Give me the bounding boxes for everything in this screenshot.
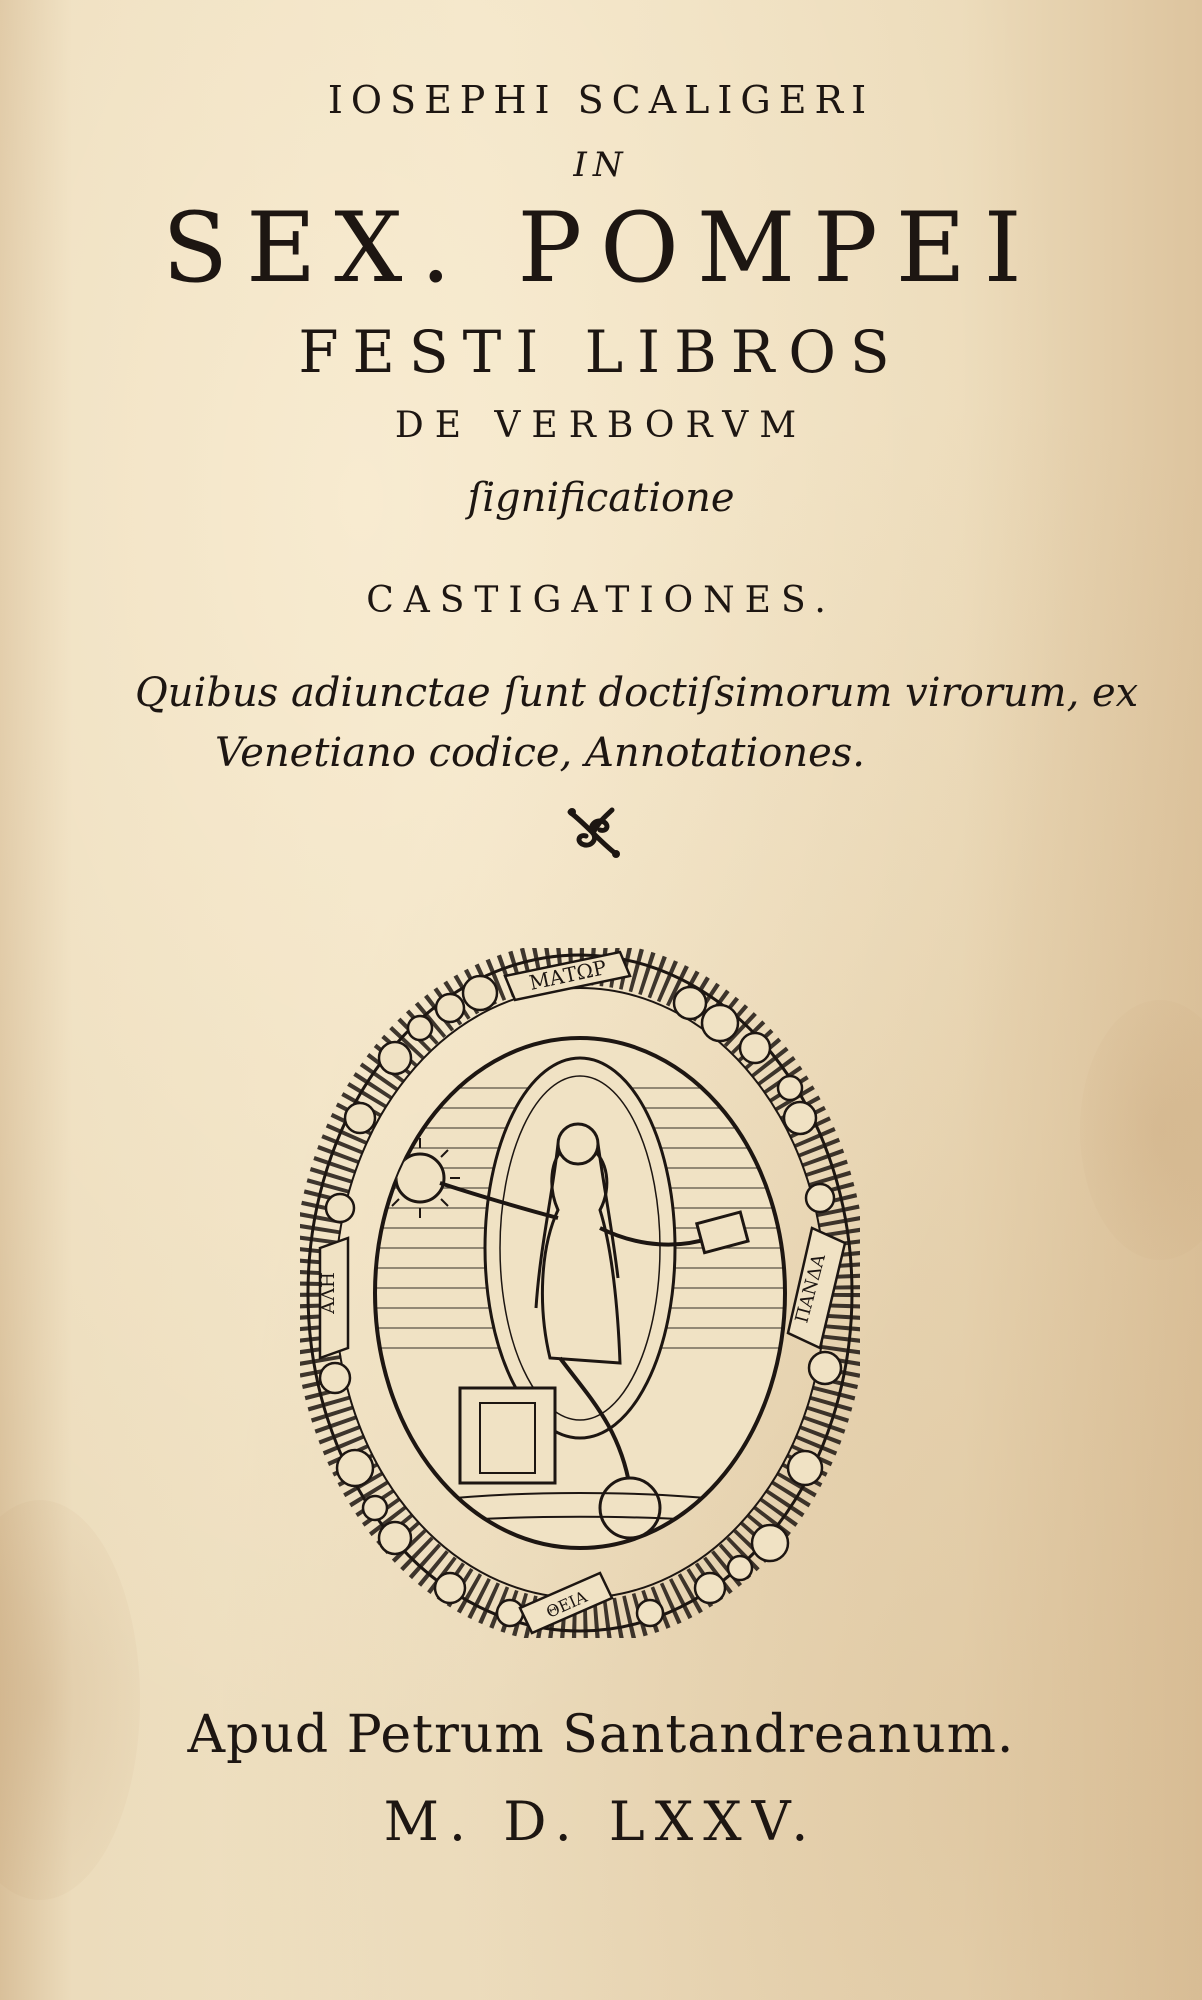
title-books: FESTI LIBROS [298,318,904,386]
printers-device-woodcut [300,948,860,1638]
title-de-verborum: DE VERBORVM [394,405,808,446]
subtitle-line-1: Quibus adiunctae ſunt doctiſsimorum virorum, ex [135,670,1139,716]
author-line: IOSEPHI SCALIGERI [327,78,875,122]
imprint-publisher: Apud Petrum Santandreanum. [187,1705,1015,1765]
scroll-left-text: ΑΛΗ [318,1272,339,1314]
scroll-top-text: ΜΑΤΩΡ [526,955,609,995]
scroll-bottom-text: ΘΕΙΑ [543,1587,590,1622]
subtitle-line-2: Venetiano codice, Annotationes. [215,730,866,776]
title-significatione: ſignificatione [467,475,735,521]
title-name: SEX. POMPEI [162,192,1040,304]
preposition-line: IN [573,145,629,185]
title-castigationes: CASTIGATIONES. [366,580,836,621]
fleuron-ornament-icon [560,800,626,866]
paper-stain [1080,1000,1202,1260]
scroll-right-text: ΠΑΝΔΑ [791,1251,830,1326]
imprint-year: M. D. LXXV. [383,1790,819,1853]
